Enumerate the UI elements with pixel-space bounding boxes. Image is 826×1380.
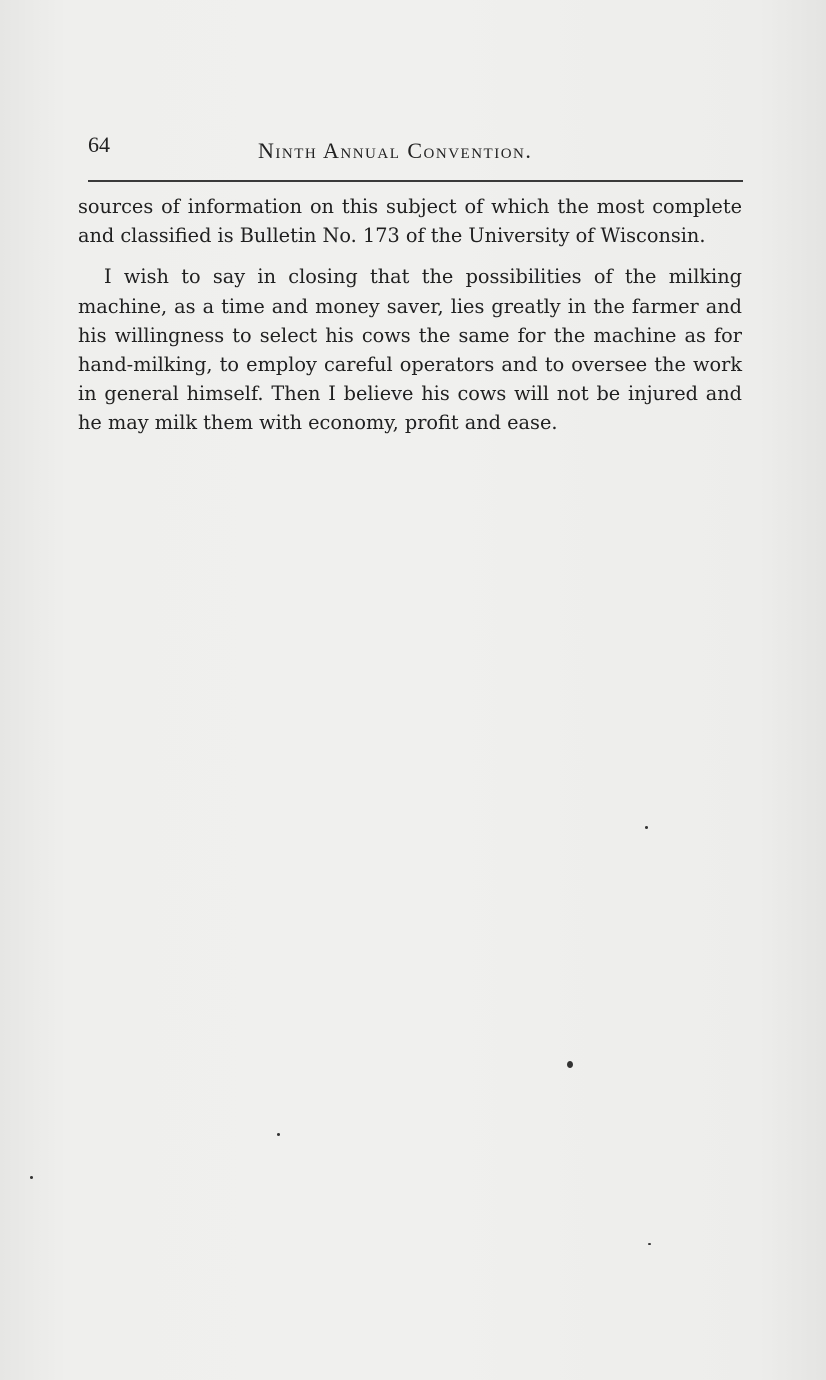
scan-speck bbox=[567, 1061, 573, 1068]
paragraph: sources of information on this subject of which the most complete and classified is Bulletin No. 173 of the University of Wisconsin. bbox=[78, 195, 742, 248]
running-head: Ninth Annual Convention. bbox=[258, 138, 533, 163]
header-rule bbox=[88, 180, 743, 182]
page-number: 64 bbox=[88, 132, 110, 157]
scan-speck bbox=[277, 1133, 280, 1136]
scan-speck bbox=[648, 1243, 651, 1245]
page-header bbox=[88, 132, 743, 172]
paragraph: I wish to say in closing that the possibilities of the milking machine, as a time and money saver, lies greatly in the farmer and his willingness to select his cows the same for the machine as for hand-milking, to employ careful operators and to oversee the work in general himself. Then I believe his cows will not be injured and he may milk them with economy, profit and ease. bbox=[78, 265, 742, 435]
scan-speck bbox=[645, 826, 648, 829]
body-text bbox=[78, 192, 742, 438]
scan-speck bbox=[30, 1176, 33, 1179]
